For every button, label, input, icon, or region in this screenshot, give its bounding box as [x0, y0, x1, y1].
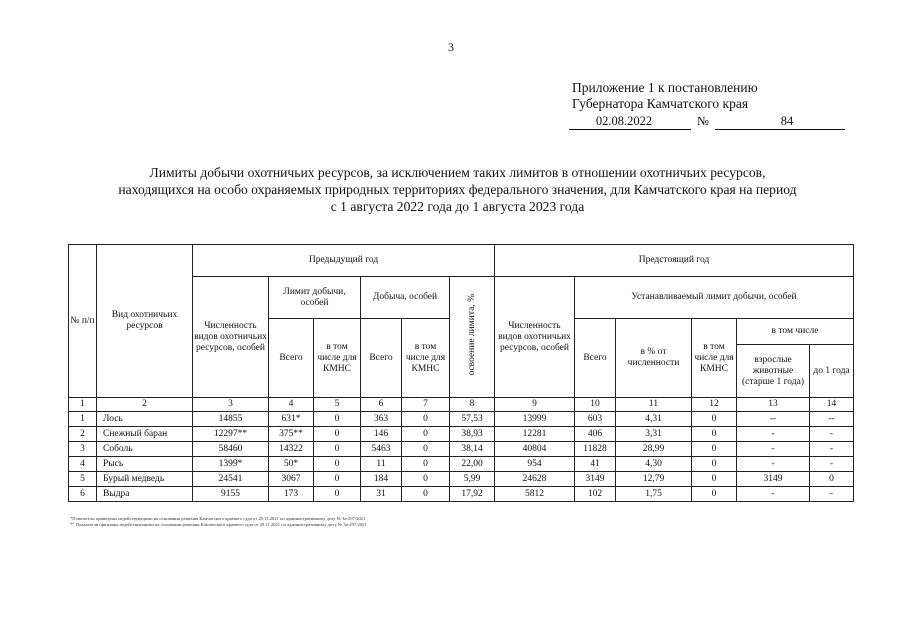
next-population: 5812: [495, 487, 575, 502]
header-limit-kmns: в том числе для КМНС: [314, 319, 361, 398]
column-numbers-row: [69, 398, 854, 412]
set-limit-kmns: 0: [692, 457, 737, 472]
decree-date-number: [569, 114, 845, 130]
limits-table: [68, 244, 854, 502]
limit-total: 50*: [269, 457, 314, 472]
limit-usage-pct: 22,00: [450, 457, 495, 472]
under-one-limit: -: [810, 442, 854, 457]
column-number: 1: [69, 398, 97, 412]
row-number: 3: [69, 442, 97, 457]
table-row: [69, 442, 854, 457]
header-under-one: до 1 года: [810, 345, 854, 398]
harvest-kmns: 0: [402, 412, 450, 427]
harvest-total: 5463: [361, 442, 402, 457]
set-limit-pct: 4,31: [616, 412, 692, 427]
header-harvest-total: Всего: [361, 319, 402, 398]
harvest-total: 11: [361, 457, 402, 472]
harvest-total: 146: [361, 427, 402, 442]
limit-total: 375**: [269, 427, 314, 442]
row-number: 6: [69, 487, 97, 502]
footnotes: [70, 516, 367, 528]
limit-kmns: 0: [314, 427, 361, 442]
set-limit-total: 11828: [575, 442, 616, 457]
under-one-limit: -: [810, 457, 854, 472]
under-one-limit: -: [810, 487, 854, 502]
set-limit-kmns: 0: [692, 427, 737, 442]
column-number: 4: [269, 398, 314, 412]
table-row: [69, 412, 854, 427]
appendix-line-2: Губернатора Камчатского края: [572, 96, 749, 111]
decree-date: 02.08.2022: [569, 114, 691, 130]
header-harvest: Добыча, особей: [361, 277, 450, 319]
header-prev-year: Предыдущий год: [193, 245, 495, 277]
header-adults: взрослые животные (старше 1 года): [737, 345, 810, 398]
set-limit-pct: 3,31: [616, 427, 692, 442]
row-number: 1: [69, 412, 97, 427]
harvest-kmns: 0: [402, 457, 450, 472]
header-species: Вид охотничьих ресурсов: [97, 245, 193, 398]
next-population: 13999: [495, 412, 575, 427]
set-limit-pct: 1,75: [616, 487, 692, 502]
row-number: 5: [69, 472, 97, 487]
set-limit-total: 3149: [575, 472, 616, 487]
harvest-kmns: 0: [402, 472, 450, 487]
limit-usage-pct: 57,53: [450, 412, 495, 427]
next-population: 24628: [495, 472, 575, 487]
limit-kmns: 0: [314, 487, 361, 502]
header-num: № п/п: [69, 245, 97, 398]
header-limit: Лимит добычи, особей: [269, 277, 361, 319]
limit-kmns: 0: [314, 472, 361, 487]
limit-kmns: 0: [314, 412, 361, 427]
set-limit-kmns: 0: [692, 412, 737, 427]
limit-usage-pct: 17,92: [450, 487, 495, 502]
table-row: [69, 487, 854, 502]
species-name: Бурый медведь: [97, 472, 193, 487]
table-row: [69, 472, 854, 487]
header-harvest-kmns: в том числе для КМНС: [402, 319, 450, 398]
set-limit-kmns: 0: [692, 442, 737, 457]
under-one-limit: 0: [810, 472, 854, 487]
next-population: 954: [495, 457, 575, 472]
species-name: Рысь: [97, 457, 193, 472]
title-line-1: Лимиты добычи охотничьих ресурсов, за исключением таких лимитов в отношении охотничьих ресурсов,: [149, 165, 766, 180]
adults-limit: --: [737, 412, 810, 427]
population: 12297**: [193, 427, 269, 442]
adults-limit: -: [737, 457, 810, 472]
set-limit-total: 41: [575, 457, 616, 472]
appendix-line-1: Приложение 1 к постановлению: [572, 80, 758, 95]
set-limit-total: 102: [575, 487, 616, 502]
species-name: Лось: [97, 412, 193, 427]
next-population: 12281: [495, 427, 575, 442]
set-limit-pct: 12,79: [616, 472, 692, 487]
harvest-kmns: 0: [402, 442, 450, 457]
under-one-limit: --: [810, 412, 854, 427]
harvest-kmns: 0: [402, 487, 450, 502]
appendix-header: [572, 80, 758, 112]
header-set-limit: Устанавливаемый лимит добычи, особей: [575, 277, 854, 319]
set-limit-kmns: 0: [692, 487, 737, 502]
harvest-total: 184: [361, 472, 402, 487]
limit-usage-pct: 38,93: [450, 427, 495, 442]
column-number: 13: [737, 398, 810, 412]
table-row: [69, 427, 854, 442]
limit-total: 3067: [269, 472, 314, 487]
column-number: 7: [402, 398, 450, 412]
table-row: [69, 457, 854, 472]
column-number: 12: [692, 398, 737, 412]
population: 24541: [193, 472, 269, 487]
adults-limit: -: [737, 487, 810, 502]
column-number: 5: [314, 398, 361, 412]
limit-usage-pct: 5,99: [450, 472, 495, 487]
footnote-1: *Показатели приведены недействующими на основании решения Камчатского краевого суда от 29.11.2021 по административному делу № За-297/2021: [70, 516, 366, 521]
column-number: 3: [193, 398, 269, 412]
set-limit-kmns: 0: [692, 472, 737, 487]
limit-kmns: 0: [314, 442, 361, 457]
document-title: [60, 164, 855, 215]
column-number: 2: [97, 398, 193, 412]
header-next-population: Численность видов охотничьих ресурсов, особей: [495, 277, 575, 398]
population: 14855: [193, 412, 269, 427]
next-population: 40804: [495, 442, 575, 457]
header-ratio: [450, 277, 495, 398]
footnote-2: ** Показатели признаны недействующими на основании решения Камчатского краевого суда от 29.11.2021 по административному делу № За-297/2021: [70, 522, 367, 527]
harvest-kmns: 0: [402, 427, 450, 442]
limit-kmns: 0: [314, 457, 361, 472]
species-name: Снежный баран: [97, 427, 193, 442]
column-number: 14: [810, 398, 854, 412]
column-number: 10: [575, 398, 616, 412]
limit-usage-pct: 38,14: [450, 442, 495, 457]
harvest-total: 363: [361, 412, 402, 427]
decree-number: 84: [715, 114, 845, 130]
row-number: 2: [69, 427, 97, 442]
header-population: Численность видов охотничьих ресурсов, особей: [193, 277, 269, 398]
harvest-total: 31: [361, 487, 402, 502]
header-including: в том числе: [737, 319, 854, 345]
row-number: 4: [69, 457, 97, 472]
ratio-label: освоение лимита, %: [466, 294, 477, 376]
title-line-2: находящихся на особо охраняемых природных территориях федерального значения, для Камчатского края на период: [118, 182, 797, 197]
population: 1399*: [193, 457, 269, 472]
set-limit-pct: 4,30: [616, 457, 692, 472]
limit-total: 14322: [269, 442, 314, 457]
limit-total: 173: [269, 487, 314, 502]
set-limit-total: 603: [575, 412, 616, 427]
header-next-year: Предстоящий год: [495, 245, 854, 277]
column-number: 9: [495, 398, 575, 412]
header-set-total: Всего: [575, 319, 616, 398]
under-one-limit: -: [810, 427, 854, 442]
population: 58460: [193, 442, 269, 457]
adults-limit: -: [737, 427, 810, 442]
column-number: 8: [450, 398, 495, 412]
header-pct-of-population: в % от численности: [616, 319, 692, 398]
set-limit-total: 406: [575, 427, 616, 442]
species-name: Выдра: [97, 487, 193, 502]
page-number: 3: [448, 40, 454, 54]
population: 9155: [193, 487, 269, 502]
adults-limit: -: [737, 442, 810, 457]
header-set-kmns: в том числе для КМНС: [692, 319, 737, 398]
adults-limit: 3149: [737, 472, 810, 487]
column-number: 11: [616, 398, 692, 412]
header-limit-total: Всего: [269, 319, 314, 398]
title-line-3: с 1 августа 2022 года до 1 августа 2023 года: [330, 199, 585, 214]
number-sign: №: [697, 114, 709, 128]
column-number: 6: [361, 398, 402, 412]
species-name: Соболь: [97, 442, 193, 457]
set-limit-pct: 28,99: [616, 442, 692, 457]
limit-total: 631*: [269, 412, 314, 427]
